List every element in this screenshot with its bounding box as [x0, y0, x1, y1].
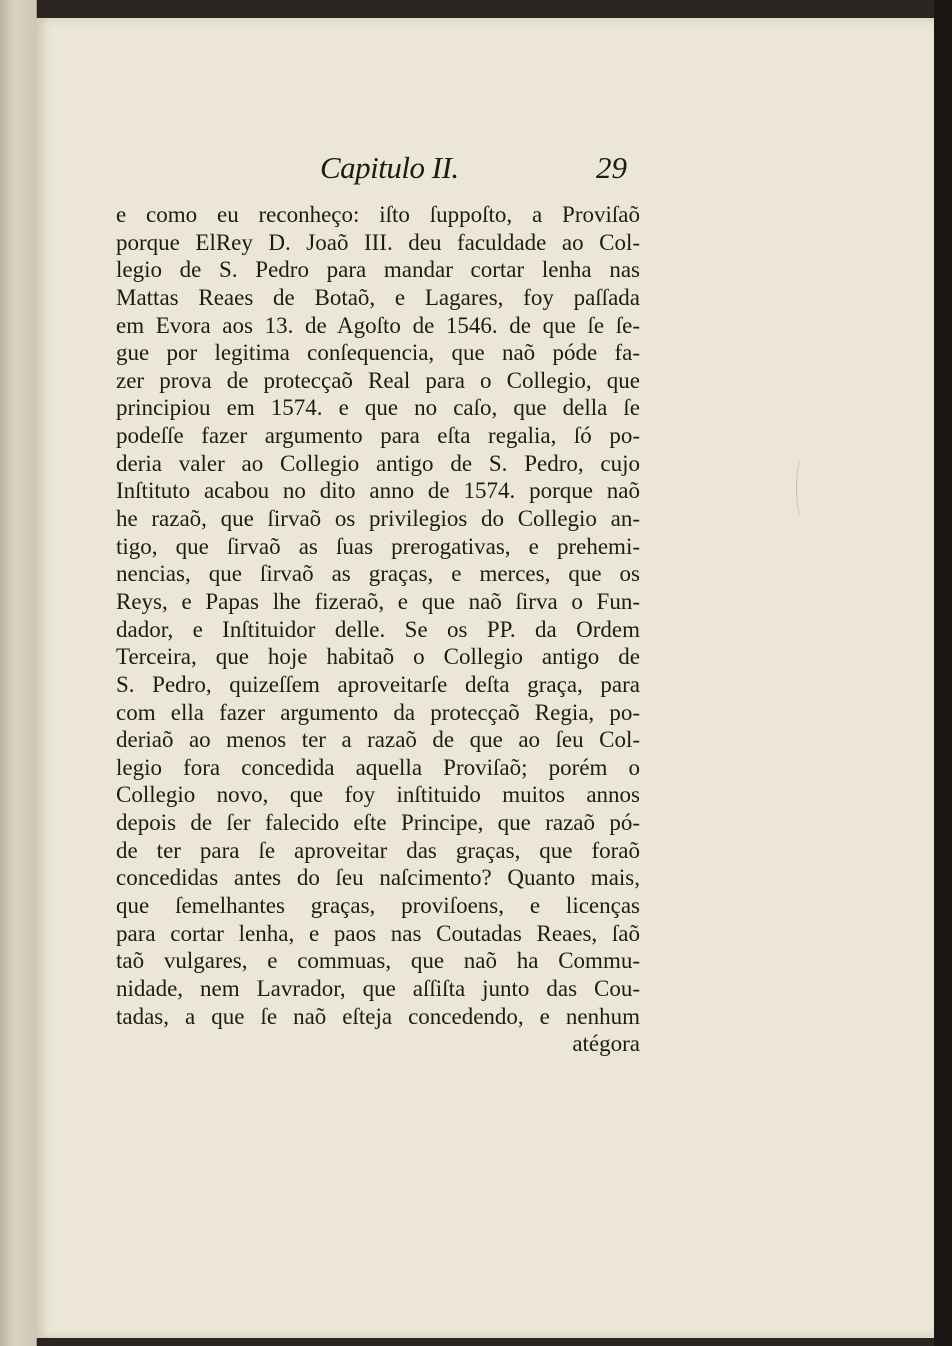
book-left-edge: [0, 0, 37, 1346]
text-line: he razaõ, que ſirvaõ os privilegios do Collegio an-: [116, 506, 640, 532]
page-number: 29: [596, 150, 627, 185]
text-line: porque ElRey D. Joaõ III. deu faculdade ao Col-: [116, 229, 640, 255]
text-line: dador, e Inſtituidor delle. Se os PP. da Ordem: [116, 616, 640, 642]
text-line: concedidas antes do ſeu naſcimento? Quanto mais,: [116, 865, 640, 891]
page-header: [36, 150, 934, 190]
book-page: [36, 18, 934, 1338]
text-line: com ella fazer argumento da protecçaõ Regia, po-: [116, 699, 640, 725]
text-line: legio fora concedida aquella Proviſaõ; porém o: [116, 754, 640, 780]
text-line: Terceira, que hoje habitaõ o Collegio antigo de: [116, 644, 640, 670]
text-line: depois de ſer falecido eſte Principe, que razaõ pó-: [116, 810, 640, 836]
body-text: [116, 201, 640, 1058]
text-line: Reys, e Papas lhe fizeraõ, e que naõ ſirva o Fun-: [116, 588, 640, 614]
text-line: gue por legitima conſequencia, que naõ póde fa-: [116, 340, 640, 366]
text-line: Collegio novo, que foy inſtituido muitos annos: [116, 782, 640, 808]
text-line: e como eu reconheço: iſto ſuppoſto, a Proviſaõ: [116, 202, 640, 227]
running-title: Capitulo II.: [320, 150, 459, 185]
text-line: legio de S. Pedro para mandar cortar lenha nas: [116, 257, 640, 283]
text-line: Inſtituto acabou no dito anno de 1574. porque naõ: [116, 478, 640, 504]
text-line: para cortar lenha, e paos nas Coutadas Reaes, ſaõ: [116, 920, 640, 946]
text-line: deriaõ ao menos ter a razaõ de que ao ſeu Col-: [116, 727, 640, 753]
text-line: principiou em 1574. e que no caſo, que della ſe: [116, 395, 640, 421]
text-line: de ter para ſe aproveitar das graças, que foraõ: [116, 837, 640, 863]
text-line: nidade, nem Lavrador, que aſſiſta junto das Cou-: [116, 975, 640, 1001]
text-line: Mattas Reaes de Botaõ, e Lagares, foy paſſada: [116, 284, 640, 310]
text-line: podeſſe fazer argumento para eſta regalia, ſó po-: [116, 423, 640, 449]
text-line: taõ vulgares, e commuas, que naõ ha Commu-: [116, 948, 640, 974]
text-line: zer prova de protecçaõ Real para o Collegio, que: [116, 367, 640, 393]
catchword: atégora: [572, 1031, 640, 1057]
text-line: em Evora aos 13. de Agoſto de 1546. de que ſe ſe-: [116, 312, 640, 338]
text-line: que ſemelhantes graças, proviſoens, e licenças: [116, 893, 640, 919]
text-line: nencias, que ſirvaõ as graças, e merces, que os: [116, 561, 640, 587]
text-line: S. Pedro, quizeſſem aproveitarſe deſta graça, para: [116, 671, 640, 697]
text-line: tadas, a que ſe naõ eſteja concedendo, e nenhum: [116, 1003, 640, 1029]
text-line: tigo, que ſirvaõ as ſuas prerogativas, e prehemi-: [116, 533, 640, 559]
margin-mark: [796, 458, 809, 518]
background-edge: [934, 0, 952, 1346]
text-line: deria valer ao Collegio antigo de S. Pedro, cujo: [116, 450, 640, 476]
